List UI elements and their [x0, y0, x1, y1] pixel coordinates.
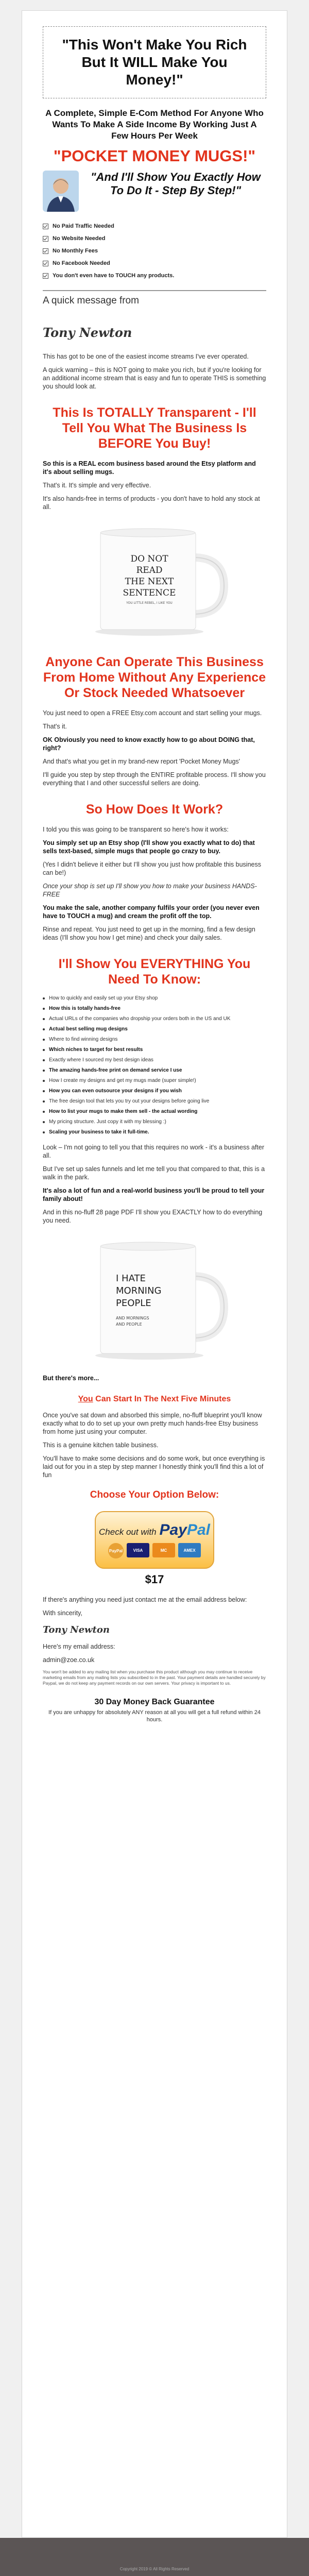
- checklist-item: [43, 223, 266, 229]
- bullet-icon: [43, 1111, 45, 1113]
- bullet-text: How you can even outsource your designs if you wish: [49, 1088, 182, 1094]
- mug-small-text: AND MORNINGS: [116, 1316, 149, 1320]
- bullet-item: [43, 1129, 266, 1135]
- checklist-item-text: You don't even have to TOUCH any products.: [53, 273, 175, 279]
- paragraph: You'll have to make some decisions and do some work, but once everything is laid out for you in a step by step manner I honestly think you'll find this a lot of fun: [43, 1455, 265, 1479]
- checklist-item-text: No Monthly Fees: [53, 248, 98, 254]
- footer-copyright: Copyright 2019 © All Rights Reserved: [119, 2567, 190, 2571]
- bullet-item: [43, 1067, 266, 1073]
- checklist-item: [43, 235, 266, 242]
- paragraph: But there's more...: [43, 1375, 99, 1382]
- paragraph: OK Obviously you need to know exactly how to go about DOING that, right?: [43, 736, 255, 752]
- checkbox-icon: [43, 261, 48, 266]
- bullet-item: [43, 1098, 266, 1104]
- paragraph: Look – I'm not going to tell you that this requires no work - it's a business after all.: [43, 1144, 264, 1159]
- transparent-heading: This Is TOTALLY Transparent - I'll Tell You What The Business Is BEFORE You Buy!: [53, 405, 256, 451]
- checkbox-icon: [43, 236, 48, 242]
- checklist-item: [43, 273, 266, 279]
- bullet-text: Exactly where I sourced my best design ideas: [49, 1057, 153, 1063]
- bullet-icon: [43, 1039, 45, 1041]
- paragraph: (Yes I didn't believe it either but I'll show you just how profitable this business can be!): [43, 861, 261, 876]
- start-heading-underlined: You: [78, 1395, 93, 1403]
- bullet-item: [43, 1088, 266, 1094]
- paragraph: And in this no-fluff 28 page PDF I'll show you EXACTLY how to do everything you need.: [43, 1209, 263, 1224]
- sales-page: [22, 10, 287, 2538]
- feature-bullet-list: [43, 995, 266, 1135]
- paragraph: Once you've sat down and absorbed this simple, no-fluff blueprint you'll know exactly what to do to set up your own pretty much hands-free Etsy business from home just using your computer.: [43, 1412, 262, 1435]
- benefit-checklist: [43, 223, 266, 279]
- paragraph: So this is a REAL ecom business based around the Etsy platform and it's about selling mugs.: [43, 460, 256, 476]
- paragraph: I'll guide you step by step through the ENTIRE profitable process. I'll show you everything that I and other successful sellers are doing.: [43, 771, 266, 787]
- guarantee-heading: 30 Day Money Back Guarantee: [94, 1698, 215, 1706]
- bullet-text: Actual best selling mug designs: [49, 1026, 128, 1032]
- mug-text-line: THE NEXT: [125, 577, 174, 587]
- guarantee-text: If you are unhappy for absolutely ANY reason at all you will get a full refund within 24 hours.: [48, 1709, 261, 1723]
- checkout-text: Check out with: [99, 1527, 157, 1537]
- mug-text-line: MORNING: [116, 1285, 162, 1296]
- bullet-icon: [43, 1070, 45, 1072]
- quick-message-label: A quick message from: [43, 290, 266, 307]
- email-link[interactable]: admin@zoe.co.uk: [43, 1656, 95, 1664]
- headline: "This Won't Make You Rich But It WILL Make You Money!": [62, 37, 247, 88]
- bullet-item: [43, 1037, 266, 1042]
- paragraph: You simply set up an Etsy shop (I'll show you exactly what to do) that sells text-based, simple mugs that people go crazy to buy.: [43, 839, 255, 855]
- mug-image-2: [43, 1235, 266, 1364]
- paragraph: That's it. It's simple and very effective.: [43, 482, 151, 489]
- paragraph: This is a genuine kitchen table business.: [43, 1442, 159, 1449]
- signature: Tony Newton: [43, 325, 132, 340]
- mug-image-1: [43, 521, 266, 640]
- paragraph: But I've set up sales funnels and let me tell you that compared to that, this is a walk in the park.: [43, 1165, 265, 1181]
- start-heading-rest: Can Start In The Next Five Minutes: [93, 1395, 231, 1403]
- bullet-text: The free design tool that lets you try out your designs before going live: [49, 1098, 210, 1104]
- bullet-item: [43, 1016, 266, 1022]
- anyone-heading: Anyone Can Operate This Business From Home Without Any Experience Or Stock Needed Whatsoever: [43, 655, 266, 700]
- bullet-icon: [43, 1131, 45, 1133]
- mug-text-line: SENTENCE: [123, 588, 176, 598]
- checkbox-icon: [43, 224, 48, 229]
- bullet-item: [43, 995, 266, 1001]
- checkbox-icon: [43, 248, 48, 254]
- paragraph: It's also a lot of fun and a real-world business you'll be proud to tell your family about!: [43, 1187, 265, 1202]
- mug-text-line: READ: [136, 565, 163, 575]
- paypal-logo: PayPal: [159, 1521, 210, 1538]
- everything-heading: I'll Show You EVERYTHING You Need To Know:: [58, 957, 251, 987]
- paragraph: With sincerity,: [43, 1609, 82, 1617]
- visa-icon: VISA: [127, 1543, 149, 1557]
- bullet-item: [43, 1006, 266, 1011]
- checklist-item-text: No Website Needed: [53, 235, 106, 242]
- footer: [0, 2538, 309, 2576]
- bullet-icon: [43, 997, 45, 999]
- paragraph: That's it.: [43, 723, 67, 730]
- paypal-top: [99, 1521, 210, 1539]
- fine-print: You won't be added to any mailing list when you purchase this product although you may continue to receive marketing emails from any mailing lists you subscribed to in the past. Your payment details are handled securely by Paypal, we do not keep any payment records on our own servers. Your privacy is important to us.: [43, 1669, 266, 1686]
- bullet-text: How to list your mugs to make them sell - the actual wording: [49, 1109, 198, 1114]
- bullet-item: [43, 1078, 266, 1083]
- bullet-text: My pricing structure. Just copy it with my blessing :): [49, 1119, 166, 1125]
- mug-text-line: PEOPLE: [116, 1298, 151, 1309]
- price: $17: [145, 1573, 164, 1586]
- bullet-text: How this is totally hands-free: [49, 1006, 121, 1011]
- bullet-text: The amazing hands-free print on demand service I use: [49, 1067, 182, 1073]
- how-heading: So How Does It Work?: [85, 802, 224, 817]
- paragraph: This has got to be one of the easiest income streams I've ever operated.: [43, 353, 249, 360]
- mug-text-line: I HATE: [116, 1273, 146, 1284]
- paragraph: It's also hands-free in terms of products - you don't have to hold any stock at all.: [43, 495, 260, 511]
- subheadline: A Complete, Simple E-Com Method For Anyone Who Wants To Make A Side Income By Working Just A Few Hours Per Week: [45, 108, 264, 141]
- bullet-icon: [43, 1121, 45, 1123]
- paragraph: Once your shop is set up I'll show you how to make your business HANDS-FREE: [43, 883, 257, 898]
- bullet-text: Where to find winning designs: [49, 1037, 118, 1042]
- checkbox-icon: [43, 273, 48, 279]
- paragraph: I told you this was going to be transparent so here's how it works:: [43, 826, 229, 833]
- bullet-item: [43, 1109, 266, 1114]
- hero-row: [43, 171, 266, 212]
- bullet-text: Actual URLs of the companies who dropship your orders both in the US and UK: [49, 1016, 231, 1022]
- checklist-item: [43, 248, 266, 254]
- paragraph: Here's my email address:: [43, 1643, 115, 1650]
- paragraph: If there's anything you need just contact me at the email address below:: [43, 1596, 247, 1603]
- page-inner: [22, 11, 287, 1723]
- bullet-item: [43, 1026, 266, 1032]
- bullet-icon: [43, 1059, 45, 1061]
- bullet-icon: [43, 1080, 45, 1082]
- paragraph: You just need to open a FREE Etsy.com account and start selling your mugs.: [43, 709, 262, 717]
- order-heading: Choose Your Option Below:: [90, 1489, 219, 1500]
- checklist-item-text: No Facebook Needed: [53, 260, 110, 266]
- paragraph: Rinse and repeat. You just need to get up in the morning, find a few design ideas (I'll show you how I get mine) and check your daily sales.: [43, 926, 255, 941]
- mastercard-icon: MC: [152, 1543, 175, 1557]
- bullet-icon: [43, 1018, 45, 1020]
- product-name: "POCKET MONEY MUGS!": [53, 147, 256, 165]
- paragraph: And that's what you get in my brand-new report 'Pocket Money Mugs': [43, 758, 241, 765]
- bullet-icon: [43, 1090, 45, 1092]
- hero-quote: "And I'll Show You Exactly How To Do It - Step By Step!": [91, 171, 261, 197]
- bullet-text: How I create my designs and get my mugs made (super simple!): [49, 1078, 196, 1083]
- mug-small-text: YOU LITTLE REBEL, I LIKE YOU: [126, 601, 173, 605]
- author-avatar: [43, 171, 79, 212]
- paragraph: You make the sale, another company fulfils your order (you never even have to TOUCH a mug) and cream the profit off the top.: [43, 904, 260, 920]
- bullet-text: Which niches to target for best results: [49, 1047, 143, 1053]
- bullet-icon: [43, 1100, 45, 1103]
- bullet-item: [43, 1057, 266, 1063]
- paypal-seal-icon: PayPal: [108, 1543, 124, 1558]
- bullet-item: [43, 1047, 266, 1053]
- bullet-text: How to quickly and easily set up your Etsy shop: [49, 995, 158, 1001]
- bullet-icon: [43, 1028, 45, 1030]
- checklist-item: [43, 260, 266, 266]
- paragraph: A quick warning – this is NOT going to make you rich, but if you're looking for an additional income stream that is easy and fun to operate THIS is something you should look at.: [43, 366, 266, 390]
- start-heading: [43, 1395, 266, 1404]
- bullet-text: Scaling your business to take it full-time.: [49, 1129, 149, 1135]
- mug-small-text: AND PEOPLE: [116, 1322, 142, 1327]
- card-icons: [107, 1543, 202, 1558]
- checklist-item-text: No Paid Traffic Needed: [53, 223, 114, 229]
- paypal-wrap: [43, 1511, 266, 1569]
- bullet-item: [43, 1119, 266, 1125]
- headline-box: [43, 26, 266, 98]
- amex-icon: AMEX: [178, 1543, 201, 1557]
- closing-signature: Tony Newton: [43, 1624, 110, 1635]
- bullet-icon: [43, 1049, 45, 1051]
- bullet-icon: [43, 1008, 45, 1010]
- paypal-checkout-button[interactable]: [95, 1511, 214, 1569]
- mug-text-line: DO NOT: [130, 554, 168, 564]
